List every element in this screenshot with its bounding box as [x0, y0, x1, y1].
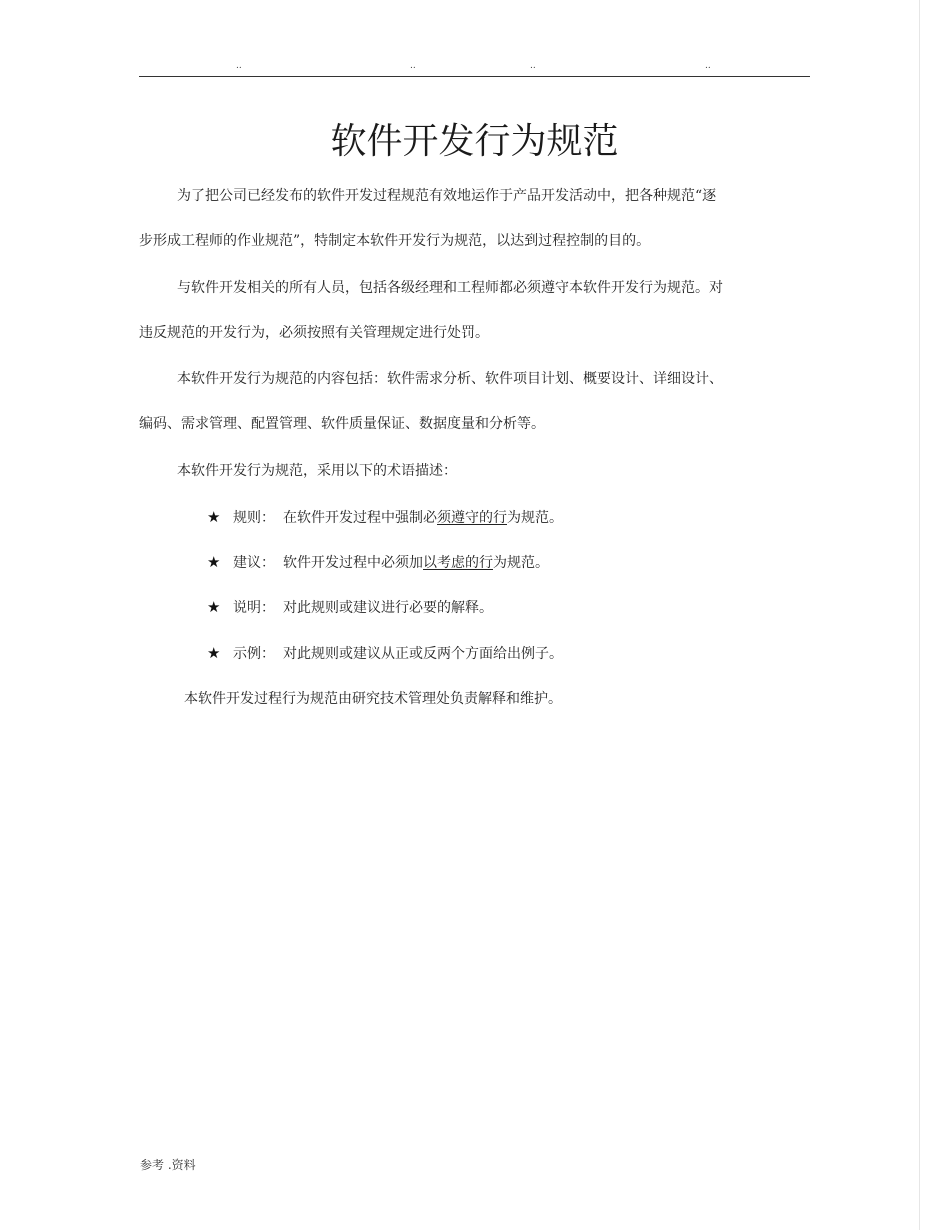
term-item-suggestion	[207, 552, 549, 572]
term-definition-end: 为规范。	[507, 510, 563, 526]
paragraph-2-line-2: 违反规范的开发行为，必须按照有关管理规定进行处罚。	[139, 325, 489, 341]
header-mark: ..	[705, 61, 711, 71]
term-definition-underlined: 以考虑的行	[423, 555, 493, 571]
paragraph-4-line-1: 本软件开发行为规范，采用以下的术语描述：	[177, 463, 457, 479]
term-label: 建议	[233, 555, 261, 571]
term-colon: ：	[261, 646, 275, 662]
paragraph-1-line-1: 为了把公司已经发布的软件开发过程规范有效地运作于产品开发活动中，把各种规范“逐	[177, 188, 717, 204]
paragraph-2-line-1: 与软件开发相关的所有人员，包括各级经理和工程师都必须遵守本软件开发行为规范。对	[177, 280, 723, 296]
term-label: 说明	[233, 600, 261, 616]
header-rule	[139, 76, 810, 77]
header-mark: ..	[530, 61, 536, 71]
star-icon: ★	[207, 553, 221, 571]
star-icon: ★	[207, 644, 221, 662]
page-edge-line	[919, 0, 920, 1230]
term-item-explanation	[207, 597, 493, 617]
term-item-example	[207, 643, 563, 663]
term-colon: ：	[261, 555, 275, 571]
term-definition: 对此规则或建议从正或反两个方面给出例子。	[283, 646, 563, 662]
star-icon: ★	[207, 598, 221, 616]
page-footer: 参考 .资料	[140, 1158, 196, 1172]
paragraph-3-line-1: 本软件开发行为规范的内容包括：软件需求分析、软件项目计划、概要设计、详细设计、	[177, 371, 723, 387]
term-colon: ：	[261, 600, 275, 616]
term-definition: 软件开发过程中必须加	[283, 555, 423, 571]
term-definition: 在软件开发过程中强制必	[283, 510, 437, 526]
header-mark: ..	[236, 61, 242, 71]
paragraph-3-line-2: 编码、需求管理、配置管理、软件质量保证、数据度量和分析等。	[139, 416, 545, 432]
header-mark: ..	[410, 61, 416, 71]
term-label: 规则	[233, 510, 261, 526]
term-label: 示例	[233, 646, 261, 662]
star-icon: ★	[207, 508, 221, 526]
document-title: 软件开发行为规范	[330, 121, 619, 162]
term-definition-underlined: 须遵守的行	[437, 510, 507, 526]
term-definition-end: 为规范。	[493, 555, 549, 571]
paragraph-1-line-2: 步形成工程师的作业规范”，特制定本软件开发行为规范，以达到过程控制的目的。	[139, 233, 651, 249]
term-definition: 对此规则或建议进行必要的解释。	[283, 600, 493, 616]
closing-paragraph: 本软件开发过程行为规范由研究技术管理处负责解释和维护。	[184, 691, 562, 707]
term-colon: ：	[261, 510, 275, 526]
term-item-rule	[207, 507, 563, 527]
